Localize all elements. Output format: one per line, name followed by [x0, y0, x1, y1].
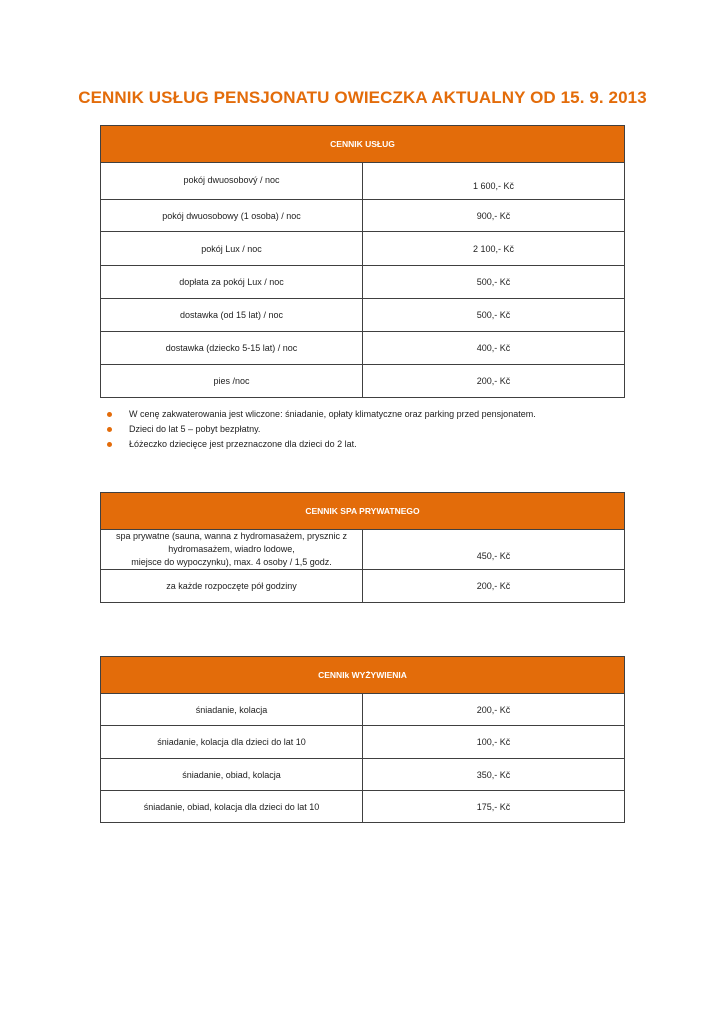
spa-label-line2: miejsce do wypoczynku), max. 4 osoby / 1,5 godz. [131, 557, 332, 567]
bullet-icon [107, 427, 112, 432]
food-price: 350,- Kč [363, 759, 625, 791]
food-label: śniadanie, obiad, kolacja [101, 759, 363, 791]
notes-list [104, 408, 536, 453]
bullet-icon [107, 442, 112, 447]
table-row [101, 232, 625, 266]
note-text: Łóżeczko dziecięce jest przeznaczone dla dzieci do 2 lat. [129, 439, 357, 449]
service-price: 1 600,- Kč [363, 163, 625, 200]
service-label: pies /noc [101, 365, 363, 398]
table-row [101, 791, 625, 823]
table-row [101, 759, 625, 791]
spa-price-table [100, 492, 625, 603]
spa-table-header: CENNIK SPA PRYWATNEGO [101, 493, 625, 530]
services-price-table [100, 125, 625, 398]
table-header-row [101, 493, 625, 530]
table-header-row [101, 657, 625, 694]
table-row [101, 332, 625, 365]
bullet-icon [107, 412, 112, 417]
list-item [104, 423, 536, 438]
table-header-row [101, 126, 625, 163]
services-table-header: CENNIK USŁUG [101, 126, 625, 163]
service-price: 500,- Kč [363, 266, 625, 299]
food-table-header: CENNIk WYŻYWIENIA [101, 657, 625, 694]
food-label: śniadanie, kolacja [101, 694, 363, 726]
spa-price: 200,- Kč [363, 570, 625, 603]
food-price-table [100, 656, 625, 823]
service-price: 900,- Kč [363, 200, 625, 232]
table-row [101, 266, 625, 299]
table-row [101, 570, 625, 603]
food-price: 175,- Kč [363, 791, 625, 823]
service-price: 200,- Kč [363, 365, 625, 398]
service-price: 500,- Kč [363, 299, 625, 332]
service-label: pokój dwuosobowy (1 osoba) / noc [101, 200, 363, 232]
list-item [104, 438, 536, 453]
table-row [101, 365, 625, 398]
service-price: 2 100,- Kč [363, 232, 625, 266]
note-text: Dzieci do lat 5 – pobyt bezpłatny. [129, 424, 261, 434]
service-label: dostawka (od 15 lat) / noc [101, 299, 363, 332]
service-price: 400,- Kč [363, 332, 625, 365]
spa-price: 450,- Kč [363, 530, 625, 570]
spa-label [101, 530, 363, 570]
table-row [101, 299, 625, 332]
service-label: pokój Lux / noc [101, 232, 363, 266]
food-label: śniadanie, obiad, kolacja dla dzieci do lat 10 [101, 791, 363, 823]
service-label: dopłata za pokój Lux / noc [101, 266, 363, 299]
table-row [101, 694, 625, 726]
table-row [101, 163, 625, 200]
food-label: śniadanie, kolacja dla dzieci do lat 10 [101, 726, 363, 759]
list-item [104, 408, 536, 423]
service-label: dostawka (dziecko 5-15 lat) / noc [101, 332, 363, 365]
page-title: CENNIK USŁUG PENSJONATU OWIECZKA AKTUALNY OD 15. 9. 2013 [78, 88, 647, 107]
note-text: W cenę zakwaterowania jest wliczone: śniadanie, opłaty klimatyczne oraz parking przed pensjonatem. [129, 409, 536, 419]
table-row [101, 726, 625, 759]
food-price: 200,- Kč [363, 694, 625, 726]
service-label: pokój dwuosobový / noc [101, 163, 363, 200]
spa-label-line1: spa prywatne (sauna, wanna z hydromasażem, prysznic z hydromasażem, wiadro lodowe, [115, 531, 348, 554]
table-row [101, 200, 625, 232]
table-row [101, 530, 625, 570]
spa-label: za każde rozpoczęte pół godziny [101, 570, 363, 603]
food-price: 100,- Kč [363, 726, 625, 759]
